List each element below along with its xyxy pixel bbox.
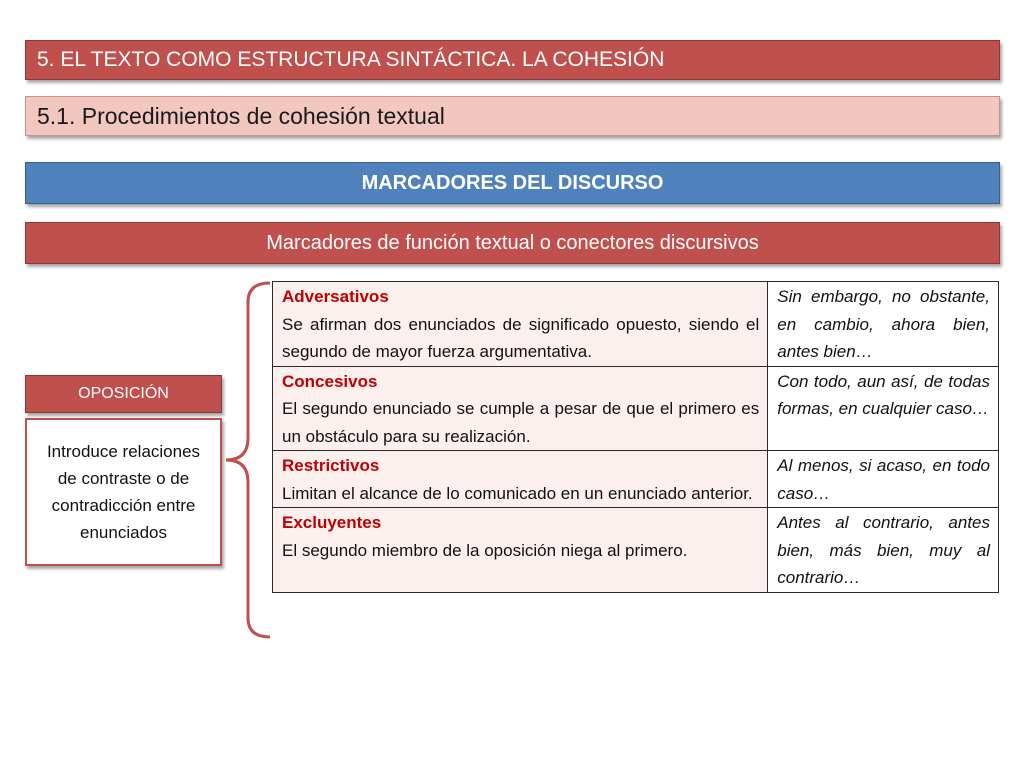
- examples-cell: [768, 508, 999, 593]
- type-examples: Sin embargo, no obstante, en cambio, ahora bien, antes bien…: [777, 287, 990, 361]
- type-description-cell: [273, 508, 768, 593]
- type-description: El segundo enunciado se cumple a pesar de que el primero es un obstáculo para su realización.: [282, 399, 760, 446]
- section-heading: MARCADORES DEL DISCURSO: [361, 171, 664, 194]
- type-description-cell: [273, 451, 768, 508]
- type-description: Limitan el alcance de lo comunicado en un enunciado anterior.: [282, 483, 753, 503]
- table-row: [273, 366, 999, 451]
- function-heading-bar: [25, 222, 1000, 264]
- type-name: Restrictivos: [282, 456, 380, 475]
- table-row: [273, 282, 999, 367]
- table-row: [273, 508, 999, 593]
- type-name: Adversativos: [282, 287, 389, 306]
- section-heading-bar: [25, 162, 1000, 204]
- type-description: El segundo miembro de la oposición niega al primero.: [282, 540, 688, 560]
- examples-cell: [768, 366, 999, 451]
- slide-subtitle: 5.1. Procedimientos de cohesión textual: [37, 102, 445, 129]
- type-name: Concesivos: [282, 371, 378, 391]
- curly-brace-connector: [222, 280, 274, 640]
- type-examples: Antes al contrario, antes bien, más bien, muy al contrario…: [777, 513, 990, 587]
- category-label-box: [25, 375, 222, 413]
- category-label: OPOSICIÓN: [78, 385, 169, 402]
- function-heading: Marcadores de función textual o conectores discursivos: [266, 231, 759, 254]
- type-examples: Con todo, aun así, de todas formas, en cualquier caso…: [777, 371, 990, 418]
- type-examples: Al menos, si acaso, en todo caso…: [777, 456, 990, 503]
- type-name: Excluyentes: [282, 513, 382, 532]
- type-description-cell: [273, 282, 768, 367]
- type-description-cell: [273, 366, 768, 451]
- examples-cell: [768, 282, 999, 367]
- examples-cell: [768, 451, 999, 508]
- slide-subtitle-bar: [25, 96, 1000, 136]
- slide-title-bar: [25, 40, 1000, 80]
- category-description-box: [25, 418, 222, 566]
- type-description: Se afirman dos enunciados de significado opuesto, siendo el segundo de mayor fuerza argumentativa.: [282, 314, 760, 361]
- connector-types-table: [272, 281, 999, 593]
- slide-title: 5. EL TEXTO COMO ESTRUCTURA SINTÁCTICA. LA COHESIÓN: [37, 48, 665, 71]
- category-description: Introduce relaciones de contraste o de contradicción entre enunciados: [46, 442, 201, 542]
- table-row: [273, 451, 999, 508]
